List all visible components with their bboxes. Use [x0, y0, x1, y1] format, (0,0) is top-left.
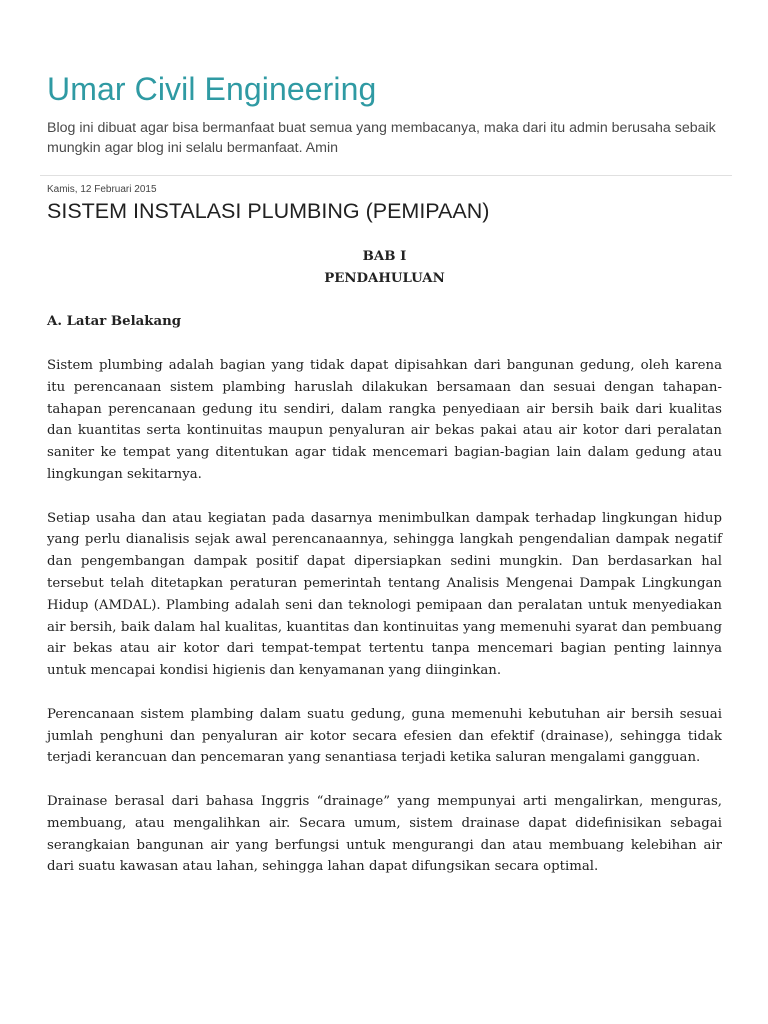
paragraph-4: Drainase berasal dari bahasa Inggris “drainage” yang mempunyai arti mengalirkan, menguras, membuang, atau mengalihkan air. Secara umum, sistem drainase dapat didefinisikan sebagai serangkaian bangunan air yang berfungsi untuk mengurangi dan atau membuang kelebihan air dari suatu kawasan atau lahan, sehingga lahan dapat difungsikan secara optimal.	[47, 793, 722, 875]
paragraph-1: Sistem plumbing adalah bagian yang tidak dapat dipisahkan dari bangunan gedung, oleh karena itu perencanaan sistem plambing haruslah dilakukan bersamaan dan sesuai dengan tahapan-tahapan perencanaan gedung itu sendiri, dalam rangka penyediaan air bersih baik dari kualitas dan kuantitas serta kontinuitas maupun penyaluran air bekas pakai atau air kotor dari peralatan saniter ke tempat yang ditentukan agar tidak mencemari bagian-bagian lain dalam gedung atau lingkungan sekitarnya.	[47, 357, 722, 482]
header-divider	[40, 175, 732, 176]
spacer	[47, 333, 722, 355]
blog-header	[47, 0, 722, 158]
spacer	[47, 682, 722, 704]
blog-description: Blog ini dibuat agar bisa bermanfaat buat semua yang membacanya, maka dari itu admin berusaha sebaik mungkin agar blog ini selalu bermanfaat. Amin	[47, 120, 716, 156]
spacer	[47, 769, 722, 791]
section-heading: A. Latar Belakang	[47, 314, 182, 330]
paragraph-2: Setiap usaha dan atau kegiatan pada dasarnya menimbulkan dampak terhadap lingkungan hidup yang perlu dianalisis sejak awal perencanaannya, sehingga langkah pengendalian dampak negatif dan pengembangan dampak positif dapat dipersiapkan sedini mungkin. Dan berdasarkan hal tersebut telah ditetapkan peraturan pemerintah tentang Analisis Mengenai Dampak Lingkungan Hidup (AMDAL). Plambing adalah seni dan teknologi pemipaan dan peralatan untuk menyediakan air bersih, baik dalam hal kualitas, kuantitas dan kontinuitas yang memenuhi syarat dan pembuang air bekas atau air kotor dari tempat-tempat tertentu tanpa mencemari bagian penting lainnya untuk mencapai kondisi higienis dan kenyamanan yang diinginkan.	[47, 510, 722, 679]
post-date: Kamis, 12 Februari 2015	[47, 184, 157, 195]
post-body	[47, 246, 722, 878]
spacer	[47, 486, 722, 508]
paragraph-3: Perencanaan sistem plambing dalam suatu gedung, guna memenuhi kebutuhan air bersih sesuai jumlah penghuni dan penyaluran air kotor secara efesien dan efektif (drainase), sehingga tidak terjadi kerancuan dan pencemaran yang senantiasa terjadi ketika saluran mengalami gangguan.	[47, 706, 722, 766]
chapter-number: BAB I	[362, 249, 407, 264]
chapter-title: PENDAHULUAN	[324, 270, 445, 286]
post-title[interactable]: SISTEM INSTALASI PLUMBING (PEMIPAAN)	[47, 199, 490, 223]
blog-title-link[interactable]: Umar Civil Engineering	[47, 71, 377, 107]
